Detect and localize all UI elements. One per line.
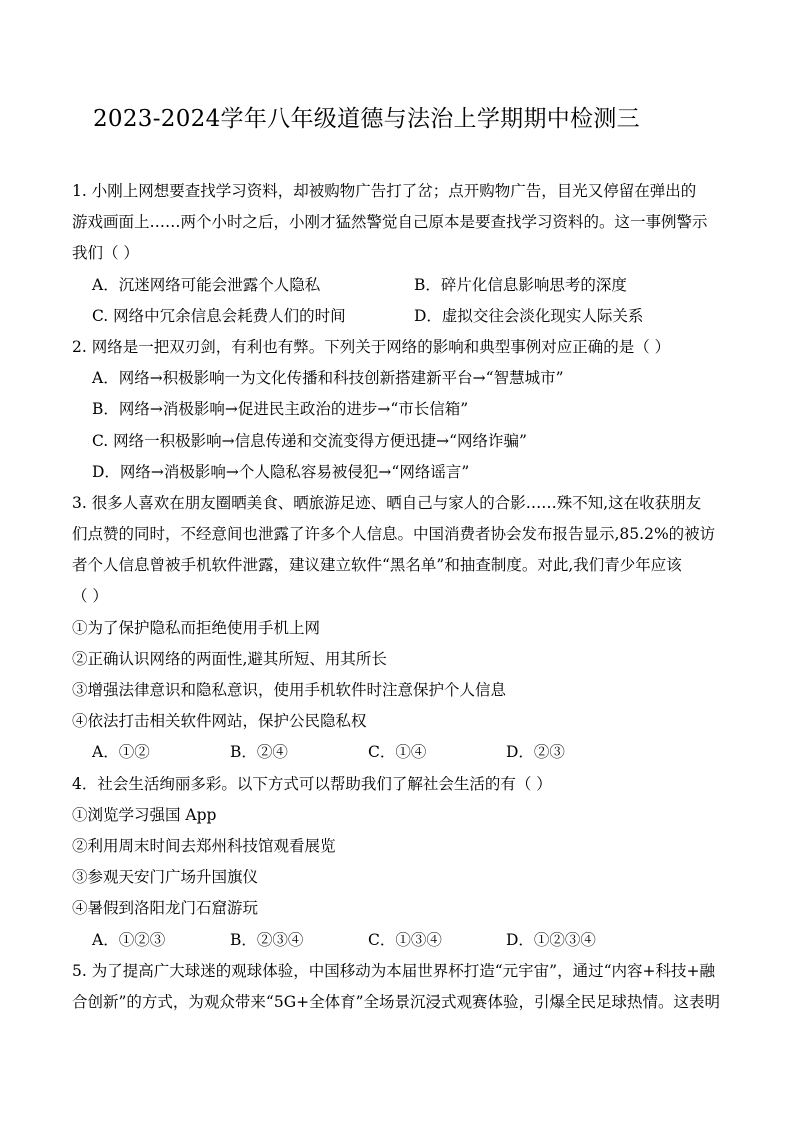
question-3-stem-line: （ ） <box>72 587 108 606</box>
question-5 <box>72 956 724 1018</box>
question-2 <box>72 332 724 488</box>
option-a: A．①②③ <box>92 930 166 949</box>
question-1 <box>72 176 724 332</box>
option-c: C．①③④ <box>368 930 442 949</box>
question-1-stem-line: 我们（ ） <box>72 244 139 263</box>
option-b: B．网络→消极影响→促进民主政治的进步→“市长信箱” <box>92 400 469 419</box>
page-title: 2023-2024学年八年级道德与法治上学期期中检测三 <box>93 106 640 132</box>
option-c: C. 网络中冗余信息会耗费人们的时间 <box>92 306 346 325</box>
statement-item: ①为了保护隐私而拒绝使用手机上网 <box>72 618 321 637</box>
statement-item: ③增强法律意识和隐私意识，使用手机软件时注意保护个人信息 <box>72 681 507 699</box>
option-d: D．①②③④ <box>506 930 596 949</box>
question-3-stem-line: 3. 很多人喜欢在朋友圈晒美食、晒旅游足迹、晒自己与家人的合影……殊不知,这在收获朋友 <box>72 493 702 512</box>
question-1-stem-line: 1. 小刚上网想要查找学习资料，却被购物广告打了岔；点开购物广告，目光又停留在弹出的 <box>72 182 697 200</box>
option-a: A．①② <box>92 743 150 762</box>
option-d: D．网络→消极影响→个人隐私容易被侵犯→“网络谣言” <box>92 462 470 481</box>
question-3-options-row <box>72 737 724 768</box>
statement-item: ②利用周末时间去郑州科技馆观看展览 <box>72 836 336 855</box>
option-c: C. 网络一积极影响→信息传递和交流变得方便迅捷→“网络诈骗” <box>92 431 527 450</box>
question-1-stem-line: 游戏画面上……两个小时之后，小刚才猛然警觉自己原本是要查找学习资料的。这一事例警示 <box>72 213 708 232</box>
question-3-stem-line: 们点赞的同时，不经意间也泄露了许多个人信息。中国消费者协会发布报告显示,85.2%的被访 <box>72 525 716 544</box>
question-4-options-row <box>72 925 724 956</box>
option-b: B．②③④ <box>230 930 304 949</box>
question-1-options-row <box>72 270 724 301</box>
option-b: B．碎片化信息影响思考的深度 <box>414 275 627 294</box>
question-1-options-row <box>72 301 724 332</box>
question-5-stem-line: 5. 为了提高广大球迷的观球体验，中国移动为本届世界杯打造“元宇宙”，通过“内容+科技+融 <box>72 961 715 980</box>
option-c: C．①④ <box>368 743 427 762</box>
option-d: D．②③ <box>506 743 565 762</box>
option-a: A．沉迷网络可能会泄露个人隐私 <box>92 275 321 294</box>
question-2-stem-line: 2. 网络是一把双刃剑，有利也有弊。下列关于网络的影响和典型事例对应正确的是（ ） <box>72 337 671 356</box>
statement-item: ③参观天安门广场升国旗仪 <box>72 868 259 887</box>
option-a: A．网络→积极影响一为文化传播和科技创新搭建新平台→“智慧城市” <box>92 369 564 388</box>
statement-item: ①浏览学习强国 App <box>72 805 217 824</box>
question-4 <box>72 769 724 956</box>
question-5-stem-line: 合创新”的方式，为观众带来“5G+全体育”全场景沉浸式观赛体验，引爆全民足球热情。这表明 <box>72 992 721 1011</box>
question-list <box>72 176 724 1018</box>
option-b: B．②④ <box>230 743 288 762</box>
question-4-stem-line: 4．社会生活绚丽多彩。以下方式可以帮助我们了解社会生活的有（ ） <box>72 774 552 793</box>
statement-item: ④依法打击相关软件网站，保护公民隐私权 <box>72 712 367 731</box>
question-3 <box>72 488 724 769</box>
statement-item: ④暑假到洛阳龙门石窟游玩 <box>72 899 259 918</box>
question-3-stem-line: 者个人信息曾被手机软件泄露，建议建立软件“黑名单”和抽查制度。对此,我们青少年应该 <box>72 556 682 575</box>
statement-item: ②正确认识网络的两面性,避其所短、用其所长 <box>72 649 387 668</box>
option-d: D．虚拟交往会淡化现实人际关系 <box>414 306 644 325</box>
